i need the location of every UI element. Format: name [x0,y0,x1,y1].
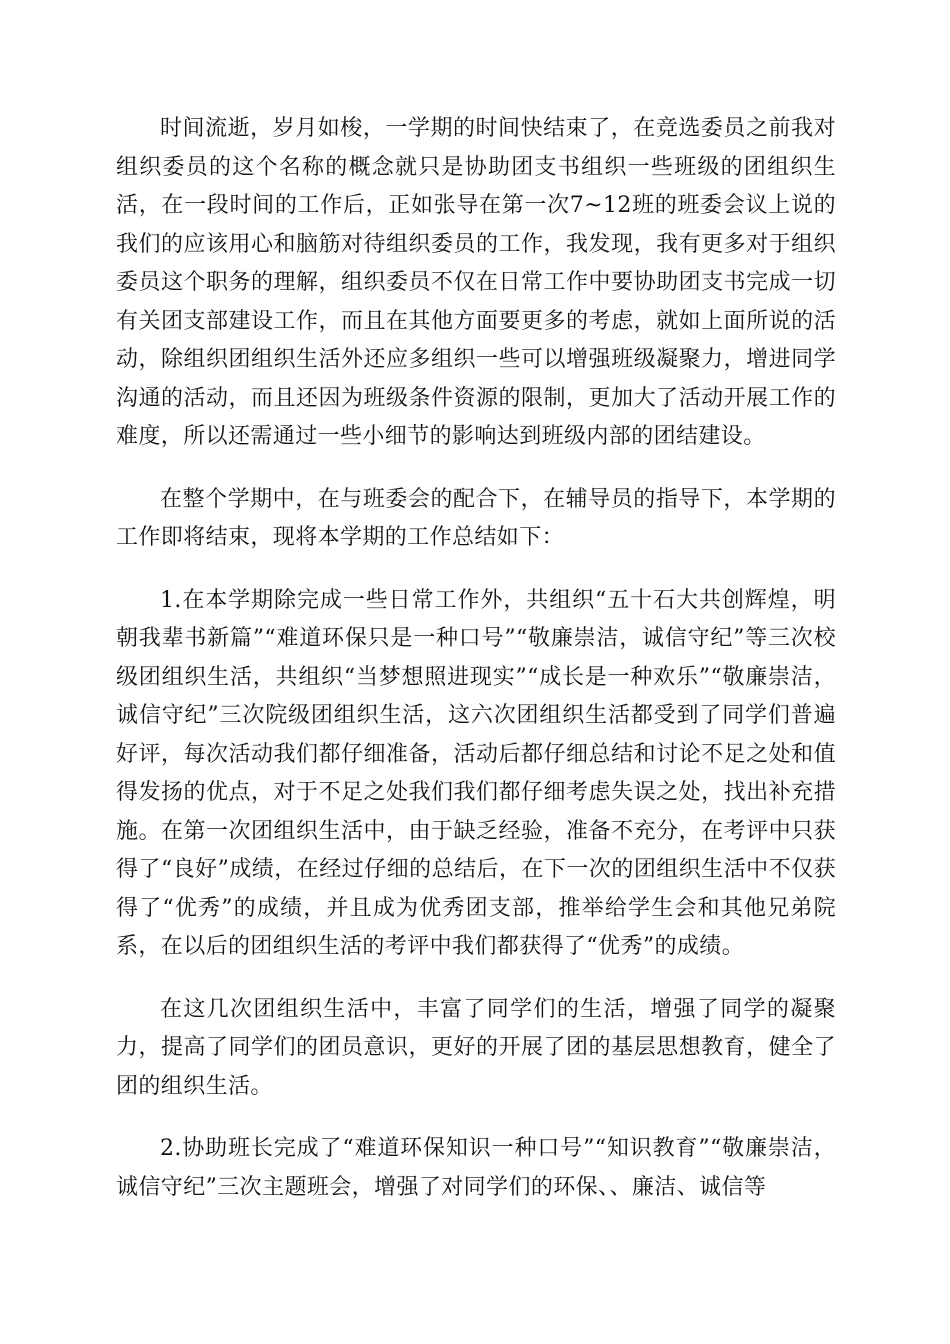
paragraph-summary-lead: 在整个学期中，在与班委会的配合下，在辅导员的指导下，本学期的工作即将结束，现将本学期的工作总结如下： [116,486,836,550]
paragraph-intro: 时间流逝，岁月如梭，一学期的时间快结束了，在竞选委员之前我对组织委员的这个名称的概念就只是协助团支书组织一些班级的团组织生活，在一段时间的工作后，正如张导在第一次7~12班的班委会议上说的我们的应该用心和脑筋对待组织委员的工作，我发现，我有更多对于组织委员这个职务的理解，组织委员不仅在日常工作中要协助团支书完成一切有关团支部建设工作，而且在其他方面要更多的考虑，就如上面所说的活动，除组织团组织生活外还应多组织一些可以增强班级凝聚力，增进同学沟通的活动，而且还因为班级条件资源的限制，更加大了活动开展工作的难度，所以还需通过一些小细节的影响达到班级内部的团结建设。 [116,116,836,449]
paragraph-item-1-result: 在这几次团组织生活中，丰富了同学们的生活，增强了同学的凝聚力，提高了同学们的团员意识，更好的开展了团的基层思想教育，健全了团的组织生活。 [116,996,836,1099]
paragraph-item-1: 1.在本学期除完成一些日常工作外，共组织“五十石大共创辉煌，明朝我辈书新篇”“难道环保只是一种口号”“敬廉崇洁，诚信守纪”等三次校级团组织生活，共组织“当梦想照进现实”“成长是一种欢乐”“敬廉崇洁，诚信守纪”三次院级团组织生活，这六次团组织生活都受到了同学们普遍好评，每次活动我们都仔细准备，活动后都仔细总结和讨论不足之处和值得发扬的优点，对于不足之处我们我们都仔细考虑失误之处，找出补充措施。在第一次团组织生活中，由于缺乏经验，准备不充分，在考评中只获得了“良好”成绩，在经过仔细的总结后，在下一次的团组织生活中不仅获得了“优秀”的成绩，并且成为优秀团支部，推举给学生会和其他兄弟院系，在以后的团组织生活的考评中我们都获得了“优秀”的成绩。 [116,587,836,959]
document-page [116,110,836,1207]
paragraph-item-2: 2.协助班长完成了“难道环保知识一种口号”“知识教育”“敬廉崇洁，诚信守纪”三次主题班会，增强了对同学们的环保、、廉洁、诚信等 [116,1136,836,1200]
